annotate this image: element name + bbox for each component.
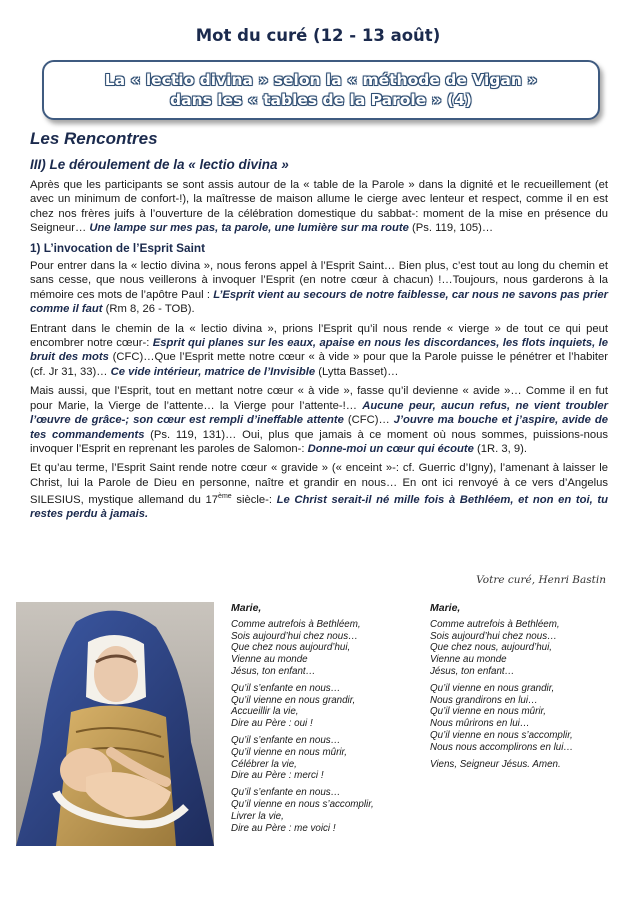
poem-line: Jésus, ton enfant… (231, 665, 316, 677)
poem-line: Qu’il vienne en nous s’accomplir, (430, 729, 573, 741)
poem-line: Qu’il vienne en nous mûrir, (430, 706, 546, 718)
poem-line: Qu’il vienne en nous mûrir, (231, 746, 347, 758)
poem-line: Nous mûrirons en lui… (430, 718, 530, 730)
quote: Esprit qui planes sur les eaux, apaise en nous les discordances, les flots inquiets, le bruit des mots (30, 337, 608, 364)
poem-line: Qu’il vienne en nous s’accomplir, (231, 798, 374, 810)
poem-line: Qu’il vienne en nous grandir, (231, 694, 356, 706)
section-subheading: III) Le déroulement de la « lectio divina » (30, 157, 289, 172)
text-run: (1R. 3, 9). (473, 442, 528, 455)
poem-line: Sois aujourd’hui chez nous… (430, 630, 557, 642)
text-run: (CFC)… (343, 414, 394, 427)
poem-line: Que chez nous aujourd’hui, (231, 642, 351, 654)
title-banner (42, 60, 600, 120)
section-heading: Les Rencontres (30, 129, 158, 148)
poem-title: Marie, (231, 602, 262, 614)
poem-line: Dire au Père : me voici ! (231, 822, 336, 834)
article-body (30, 178, 608, 527)
poem-line: Qu’il s’enfante en nous… (231, 787, 341, 799)
poem-line: Comme autrefois à Bethléem, (231, 618, 361, 630)
text-run: siècle-: (231, 493, 277, 506)
madonna-child-image (16, 602, 214, 846)
text-run: Mais aussi, que l’Esprit, tout en mettant notre cœur « à vide », fasse qu’il devienne « avide »… Comme il en fut pour Marie, la Vierge de l’attente… la Vierge pour l’attente-!… (30, 385, 608, 412)
poem-line: Qu’il s’enfante en nous… (231, 682, 341, 694)
poem-line: Comme autrefois à Bethléem, (430, 618, 560, 630)
poem-line: Vienne au monde (430, 654, 507, 666)
poem-title: Marie, (430, 602, 461, 614)
text-run: (Rm 8, 26 - TOB). (102, 303, 195, 316)
banner-line-1: La « lectio divina » selon la « méthode de Vigan » (104, 71, 538, 89)
quote: Aucune peur, aucun refus, ne vient troubler l’œuvre de grâce-; son cœur est rempli d’ineffable attente (30, 399, 608, 427)
poem-right (430, 603, 573, 770)
text-run: Pour entrer dans la « lectio divina », nous ferons appel à l’Esprit Saint… Bien plus, c’est tout au long du chemin et sans cesse, que nous veillerons à invoquer l’Esprit (en notre cœur à chacun) !…Toujours, nous garderons à la mémoire ces mots de l’apôtre Paul : (30, 260, 608, 301)
poem-line: Livrer la vie, (231, 810, 284, 822)
poem-line: Accueillir la vie, (231, 706, 299, 718)
quote: J’ouvre ma bouche et j’aspire, avide de tes commandements (30, 414, 608, 441)
poem-line: Qu’il s’enfante en nous… (231, 734, 341, 746)
poem-line: Jésus, ton enfant… (430, 665, 515, 677)
superscript: ème (218, 493, 232, 501)
poem-line: Célébrer la vie, (231, 758, 297, 770)
text-run: (Ps. 119, 131)… Oui, plus que jamais à ce moment où nous sommes, puissions-nous invoquer l’Esprit en reprenant les paroles de Salomon-: (30, 428, 608, 455)
text-run: Entrant dans le chemin de la « lectio divina », prions l’Esprit qu’il nous rende « vierge » de tout ce qui peut encombrer notre cœur-: (30, 322, 608, 350)
poem-line: Qu’il vienne en nous grandir, (430, 682, 555, 694)
text-run: Après que les participants se sont assis autour de la « table de la Parole » dans la dignité et le recueillement (et avec un minimum de confort-!), la maîtresse de maison allume le cierge avec lenteur et respect, comme il en est chez nos frères juifs à l’ouverture de la célébration domestique du sabbat-: moment de la mise en présence du Seigneur… (30, 179, 608, 235)
subsection-heading: 1) L’invocation de l’Esprit Saint (30, 240, 206, 255)
poem-line: Vienne au monde (231, 654, 308, 666)
poem-line: Viens, Seigneur Jésus. Amen. (430, 758, 561, 770)
quote: Le Christ serait-il né mille fois à Bethléem, et non en toi, tu restes perdu à jamais. (30, 493, 608, 521)
quote: Ce vide intérieur, matrice de l’Invisible (110, 365, 316, 378)
paragraph-5 (30, 461, 608, 521)
signature: Votre curé, Henri Bastin (476, 574, 606, 586)
poem-left (231, 603, 374, 834)
paragraph-4 (30, 384, 608, 456)
quote: Une lampe sur mes pas, ta parole, une lumière sur ma route (89, 222, 409, 235)
paragraph-1 (30, 178, 608, 236)
poem-line: Dire au Père : merci ! (231, 770, 324, 782)
banner-line-2: dans les « tables de la Parole » (4) (170, 91, 472, 109)
paragraph-2 (30, 259, 608, 317)
text-run: (Ps. 119, 105)… (408, 222, 494, 235)
poem-line: Sois aujourd’hui chez nous… (231, 630, 358, 642)
quote: Donne-moi un cœur qui écoute (307, 442, 474, 455)
text-run: (CFC)…Que l’Esprit mette notre cœur « à vide » pour que la Parole puisse le pénétrer et l’habiter (cf. Jr 31, 33)… (30, 351, 608, 378)
text-run: Et qu’au terme, l’Esprit Saint rende notre cœur « gravide » (« enceint »-: cf. Guerric d’Igny), l’amenant à laisser le Christ, lui la Parole de Dieu en personne, naître et grandir en nous… En ont ici renvoyé à ce vers d’Angelus SILESIUS, mystique allemand du 17 (30, 462, 608, 506)
quote: L’Esprit vient au secours de notre faiblesse, car nous ne savons pas prier comme il faut (30, 288, 608, 316)
poem-line: Nous nous accomplirons en lui… (430, 741, 574, 753)
text-run: (Lytta Basset)… (315, 365, 399, 378)
poem-line: Nous grandirons en lui… (430, 694, 538, 706)
madonna-illustration (16, 602, 214, 846)
page-title: Mot du curé (12 - 13 août) (195, 26, 441, 45)
poem-line: Dire au Père : oui ! (231, 718, 313, 730)
poem-line: Que chez nous, aujourd’hui, (430, 642, 552, 654)
paragraph-3 (30, 322, 608, 380)
